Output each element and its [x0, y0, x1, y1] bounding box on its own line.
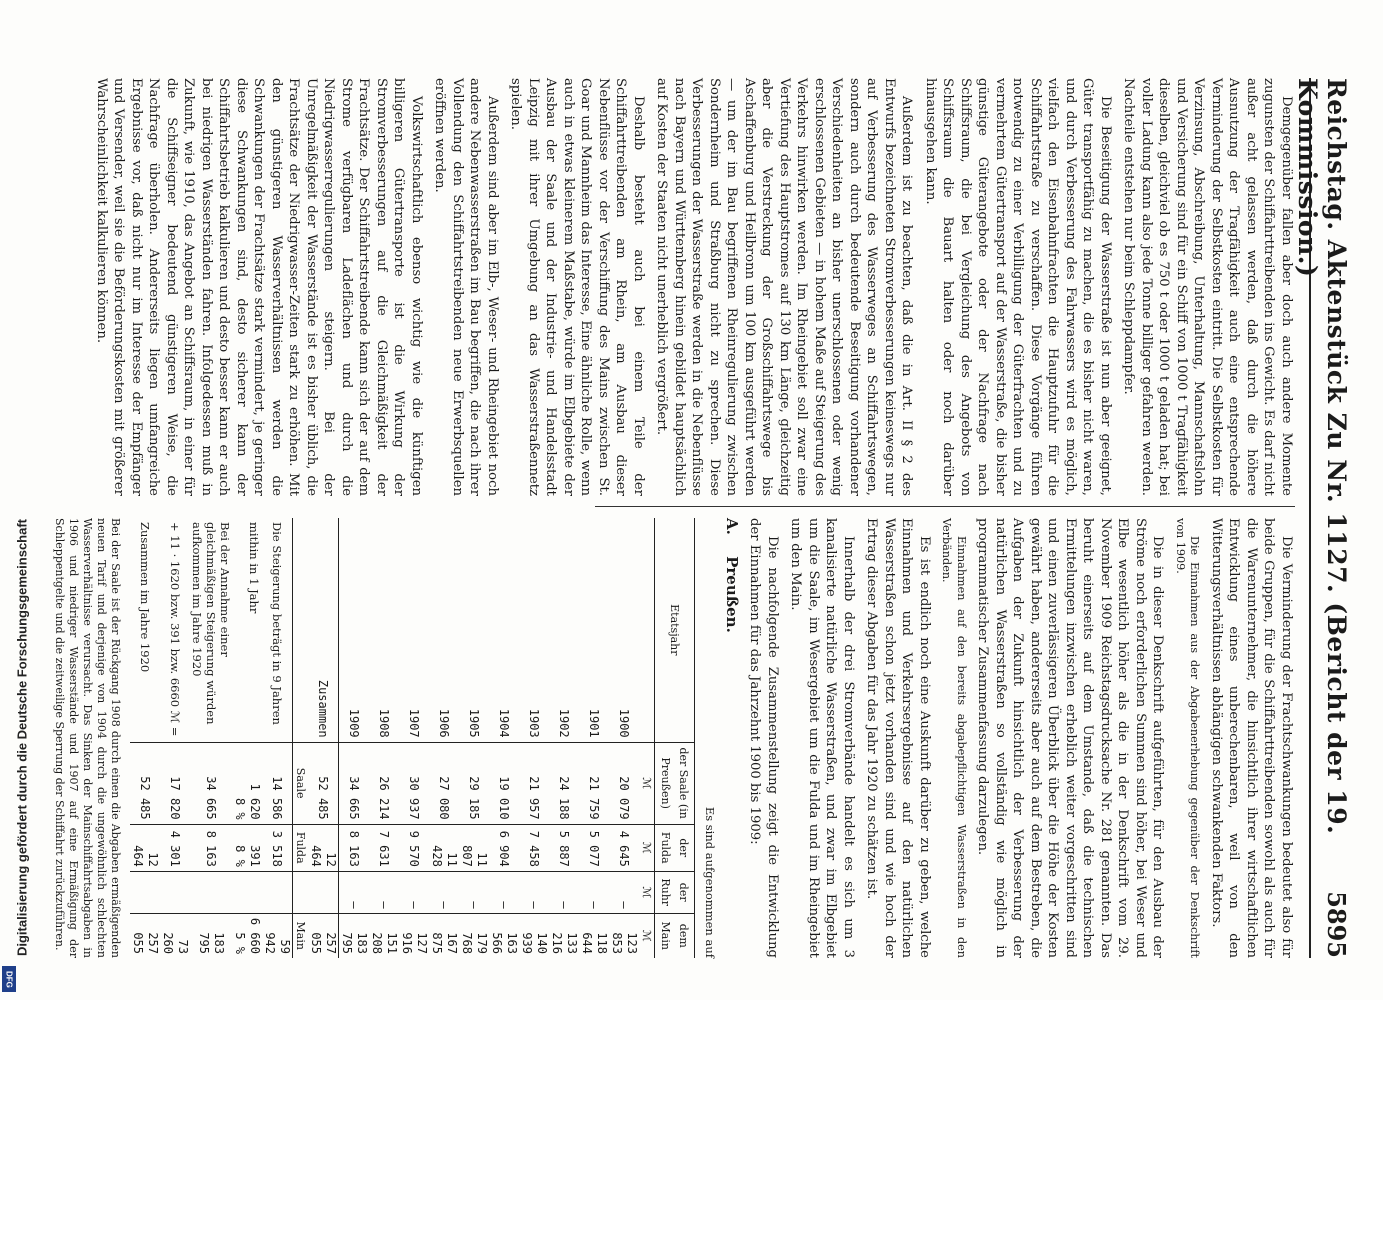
- table-body: [130, 518, 655, 958]
- calculation-row: [262, 518, 293, 958]
- unit-cell: ℳ: [639, 913, 655, 958]
- calculation-value: 14 586: [262, 742, 293, 824]
- year-cell: 1905: [467, 708, 482, 738]
- paragraph: Die in dieser Denkschrift aufgeführten, für den Ausbau der Ströme noch erforderlichen Summen sind höher, bei Weser und Elbe wesentlich höher als die in der Denkschrift vom 29. November 1909 Reichstagsdrucksache Nr. 281 genannten. Das beruht einerseits auf dem Umstande, daß die technischen Ermittelungen inzwischen erheblich weiter vorgeschritten sind und einen zuverlässigeren Überblick über die Höhe der Kosten gewährt haben, andererseits aber auch auf dem Bestreben, die Aufgaben der Zukunft hinsichtlich der Verbesserung der natürlichen Wasserstraßen so vollständig wie möglich in programmatischer Zusammenfassung darzulegen.: [975, 518, 1166, 958]
- calculation-value: 6 660: [247, 913, 262, 958]
- calculation-value: [232, 871, 247, 913]
- calculation-value: 8 %: [232, 824, 247, 871]
- unit-cell: ℳ: [639, 742, 655, 824]
- calculation-label: Die Steigerung beträgt in 9 Jahren: [270, 522, 284, 725]
- calculation-value: 73 260: [160, 913, 190, 958]
- calculation-value: 17 820: [160, 742, 190, 824]
- calculation-value: 8 163: [190, 824, 232, 871]
- value-cell: 26 214: [369, 742, 399, 824]
- value-cell: 27 080: [429, 742, 459, 824]
- unit-cell: [639, 518, 655, 742]
- year-cell: 1906: [437, 708, 452, 738]
- funding-note: Digitalisierung gefördert durch die Deutsche Forschungsgemeinschaft: [14, 518, 30, 957]
- value-cell: —: [429, 871, 459, 913]
- paragraph: Außerdem sind aber im Elb-, Weser- und Rheingebiet noch andere Nebenwasserstraßen im Bau begriffen, die nach ihrer Vollendung den Schiffahrtstreibenden neue Erwerbsquellen eröffnen werden.: [432, 78, 500, 496]
- section-title: Preußen.: [723, 556, 741, 633]
- paragraph: Die nachfolgende Zusammenstellung zeigt die Entwicklung der Einnahmen für das Jahrzehnt 1900 bis 1909:: [747, 518, 780, 958]
- name-cell: Fulda: [293, 824, 309, 871]
- value-cell: 21 957: [519, 742, 549, 824]
- column-header: der Fulda: [655, 824, 695, 871]
- value-cell: 21 759: [579, 742, 609, 824]
- year-cell: 1901: [587, 708, 602, 738]
- value-cell: 133 216: [549, 913, 579, 958]
- calculation-value: [262, 871, 293, 913]
- paragraph: Deshalb besteht auch bei einem Teile der Schiffahrttreibenden am Rhein, am Ausbau dieser Nebenflüsse vor der Verschiffung des Mains zwischen St. Goar und Mannheim das Interesse, Eine ähnliche Rolle, wenn auch in etwas kleinerem Maßstabe, würde im Elbgebiete der Ausbau der Saale und der Industrie- und Handelsstadt Leipzig mit ihrer Umgebung an das Wasserstraßennetz spielen.: [508, 78, 646, 496]
- paragraph: Die Verminderung der Frachtschwankungen bedeutet also für beide Gruppen, für die Schiffahrttreibenden sowohl als auch für die Warenunternehmer, die hinsichtlich ihrer wirtschaftlichen Entwicklung eines unberechenbaren, weil von den Witterungsverhältnissen abhängigen schwankenden Faktors.: [1209, 518, 1294, 958]
- calculation-value: 5 %: [232, 913, 247, 958]
- name-cell: [293, 871, 309, 913]
- value-cell: 167 875: [429, 913, 459, 958]
- table-row: [429, 518, 459, 958]
- calculation-value: 8 %: [232, 742, 247, 824]
- calculation-row: [247, 518, 262, 958]
- dfg-logo: DFG: [2, 966, 16, 992]
- value-cell: —: [519, 871, 549, 913]
- calculation-label: mithin in 1 Jahr: [247, 522, 262, 614]
- column-header: der Saale (in Preußen): [655, 742, 695, 824]
- totals-row: [308, 518, 339, 958]
- calculation-row: [232, 518, 247, 958]
- calculation-value: 59 942: [262, 913, 293, 958]
- total-cell: 257 055: [308, 913, 339, 958]
- value-cell: 11 807: [459, 824, 489, 871]
- total-cell: 12 464: [308, 824, 339, 871]
- page-number: 5895: [1322, 891, 1351, 958]
- name-cell: Main: [293, 913, 309, 958]
- value-cell: 183 795: [339, 913, 370, 958]
- section-letter: A.: [723, 518, 741, 535]
- unit-cell: ℳ: [639, 871, 655, 913]
- section-heading: [723, 518, 741, 958]
- column-header: dem Main: [655, 913, 695, 958]
- calculation-value: 1 620: [247, 742, 262, 824]
- value-cell: —: [579, 871, 609, 913]
- total-cell: 52 485: [308, 742, 339, 824]
- value-cell: 123 853: [609, 913, 639, 958]
- value-cell: 9 570: [399, 824, 429, 871]
- name-cell: Saale: [293, 742, 309, 824]
- page-title: Reichstag. Aktenstück Zu Nr. 1127. (Bericht der 19. Kommission.): [1293, 78, 1351, 835]
- calculation-value: 391: [247, 824, 262, 871]
- calculation-label: Bei der Annahme einer gleichmäßigen Steigerung würden aufkommen im Jahre 1920: [190, 522, 232, 725]
- paragraph: Demgegenüber fallen aber doch auch andere Momente zugunsten der Schiffahrttreibenden ins Gewicht. Es darf nicht außer acht gelassen werden, daß durch die höhere Ausnutzung der Tragfähigkeit auch eine entsprechende Verminderung der Selbstkosten eintritt. Die Selbstkosten für Verzinsung, Abschreibung, Unterhaltung, Mannschaftslohn und Versicherung sind für ein Schiff von 1000 t Tragfähigkeit dieselben, gleichviel ob es 750 t oder 1000 t geladen hat; bei voller Ladung kann also jede Tonne billiger gefahren werden. Nachteile entstehen nur beim Schleppdampfer.: [1121, 78, 1294, 496]
- value-cell: 140 939: [519, 913, 549, 958]
- calculation-value: 52 485: [130, 742, 160, 824]
- calculation-value: [190, 871, 232, 913]
- value-cell: —: [459, 871, 489, 913]
- value-cell: 5 887: [549, 824, 579, 871]
- value-cell: —: [489, 871, 519, 913]
- calculation-value: 12 464: [130, 824, 160, 871]
- paragraph: Es ist endlich noch eine Auskunft darüber zu geben, welche Einnahmen und Verkehrsergebnisse auf den natürlichen Wasserstraßen schon jetzt vorhanden sind und wie hoch der Ertrag dieser Abgaben für das Jahr 1920 zu schätzen ist.: [864, 518, 932, 958]
- table-row: [489, 518, 519, 958]
- right-column: [52, 518, 1295, 958]
- calculation-value: [130, 871, 160, 913]
- page-header: [1293, 78, 1351, 958]
- unit-cell: ℳ: [639, 824, 655, 871]
- column-header: der Ruhr: [655, 871, 695, 913]
- table-footnote: Bei der Saale ist der Rückgang 1908 durch einen die Abgaben ermäßigenden neuen Tarif und derjenige von 1904 durch die ungewöhnlich schlechten Wasserverhältnisse verursacht. Das Sinken der Mainschiffahrtsabgaben in 1906 und niedriger Wasserstände und 1907 auf eine Ermäßigung der Schleppentgelte und die zeitweilige Sperrung der Schiffahrt zurückzuführen.: [53, 518, 122, 958]
- value-cell: 29 185: [459, 742, 489, 824]
- calculation-row: [160, 518, 190, 958]
- total-cell: [308, 871, 339, 913]
- value-cell: —: [399, 871, 429, 913]
- value-cell: 19 010: [489, 742, 519, 824]
- calculation-value: 183 795: [190, 913, 232, 958]
- table-row: [609, 518, 639, 958]
- value-cell: 151 208: [369, 913, 399, 958]
- left-column: [87, 78, 1296, 496]
- totals-label: Zusammen: [308, 518, 339, 742]
- year-cell: 1903: [527, 708, 542, 738]
- value-cell: 20 079: [609, 742, 639, 824]
- calculation-value: 4 301: [160, 824, 190, 871]
- value-cell: 179 768: [459, 913, 489, 958]
- value-cell: 30 937: [399, 742, 429, 824]
- subheading: Die Einnahmen aus der Abgabenerhebung gegenüber der Denkschrift von 1909.: [1174, 518, 1202, 958]
- right-column-text: [746, 518, 1295, 958]
- value-cell: —: [339, 871, 370, 913]
- value-cell: 8 163: [339, 824, 370, 871]
- table-row: [369, 518, 399, 958]
- value-cell: 34 665: [339, 742, 370, 824]
- table-row: [399, 518, 429, 958]
- value-cell: 11 428: [429, 824, 459, 871]
- calculation-label: [232, 518, 247, 742]
- year-cell: 1900: [617, 708, 632, 738]
- paragraph: Außerdem ist zu beachten, daß die in Art. II § 2 des Entwurfs bezeichneten Stromverbesserungen keineswegs nur auf Verbesserung des Wasserweges an Schiffahrtswegen, sondern auch durch bedeutende Beseitigung vorhandener Verschiedenheiten an bisher unerschlossenen oder wenig erschlossenen Gebieten — in hohem Maße auf Steigerung des Verkehrs hinwirken werden. Im Rheingebiet soll zwar eine Vertiefung des Hauptstromes auf 130 km Länge, gleichzeitig aber die Verstreckung der Großschiffahrtswege bis Aschaffenburg und Heilbronn um 100 km ausgeführt werden — um der im Bau begriffenen Rheinregulierung zwischen Sondernheim und Straßburg nicht zu sprechen. Diese Verbesserungen der Wasserstraße werden in die Nebenflüsse nach Bayern und Württemberg hinein gebildet hauptsächlich auf Kosten der Staaten nicht unerheblich vergrößert.: [654, 78, 915, 496]
- value-cell: 24 188: [549, 742, 579, 824]
- table-header-row: [655, 518, 695, 958]
- table-row: [339, 518, 370, 958]
- revenue-table: [130, 518, 695, 958]
- value-cell: 163 566: [489, 913, 519, 958]
- value-cell: —: [369, 871, 399, 913]
- year-cell: 1908: [377, 708, 392, 738]
- calculation-value: [247, 871, 262, 913]
- calculation-row: [190, 518, 232, 958]
- calculation-value: [160, 871, 190, 913]
- calculation-value: 257 055: [130, 913, 160, 958]
- paragraph: Volkswirtschaftlich ebenso wichtig wie die künftigen billigeren Gütertransporte ist die Wirkung der Stromverbesserungen auf die Gleichmäßigkeit der Frachtsätze. Der Schiffahrtstreibende kann sich der auf dem Strome verfügbaren Ladeflächen und durch die Niedrigwasserregulierungen steigern. Bei der Unregelmäßigkeit der Wasserstände ist es bisher üblich, die Frachtsätze der Niedrigwasser-Zeiten stark zu erhöhen. Mit den günstigeren Wasserverhältnissen werden die Schwankungen der Frachtsätze stark vermindert, je geringer diese Schwankungen sind, desto sicherer kann der Schiffahrtsbetrieb kalkulieren und desto besser kann er auch bei niedrigen Wasserständen fahren. Infolgedessen muß in Zukunft, wie 1910, das Angebot an Schiffsraum, in einer für die Schiffseigner bedeutend günstigeren Weise, die Nachfrage überholen. Andererseits liegen umfangreiche Ergebnisse vor, daß nicht nur im Interesse der Empfänger und Versender, weil sie die Beförderungskosten mit größerer Wahrscheinlichkeit kalkulieren können.: [94, 78, 424, 496]
- subheading: Einnahmen auf den bereits abgabepflichtigen Wasserstraßen in den Verbänden.: [940, 518, 968, 958]
- paragraph: Die Beseitigung der Wasserstraße ist nun aber geeignet, Güter transportfähig zu machen, die es bisher nicht waren, und durch Verbesserung des Fahrwassers wird es möglich, vielfach den Eisenbahnfrachten die Hauptzufuhr für die Schiffahrtstraße zu verschaffen. Diese Vorgänge führen notwendig zu einer Verbilligung der Güterfrachten und zu vermehrtem Gütertransport auf der Wasserstraße, die bisher günstige Güterangebote oder der Nachfrage nach Schiffsraum, die bei Vergleichung des Angebots von Schiffsraum die Bauart halten oder noch darüber hinausgehen kann.: [923, 78, 1113, 496]
- column-divider: [595, 506, 1295, 507]
- value-cell: 7 631: [369, 824, 399, 871]
- value-cell: —: [549, 871, 579, 913]
- table-row: [549, 518, 579, 958]
- paragraph: Innerhalb der drei Stromverbände handelt es sich um 3 kanalisierte natürliche Wasserstraßen, und zwar im Elbgebiet um die Saale, im Wesergebiet um die Fulda und im Rheingebiet um den Main.: [788, 518, 856, 958]
- table-row: [519, 518, 549, 958]
- units-row: [639, 518, 655, 958]
- value-cell: 7 458: [519, 824, 549, 871]
- names-row: [293, 518, 309, 958]
- year-cell: 1907: [407, 708, 422, 738]
- calculation-label: + 11 · 1620 bzw. 391 bzw. 6660 ℳ =: [168, 522, 182, 737]
- value-cell: 118 644: [579, 913, 609, 958]
- value-cell: —: [609, 871, 639, 913]
- value-cell: 127 916: [399, 913, 429, 958]
- calculation-value: 3 518: [262, 824, 293, 871]
- year-cell: 1904: [497, 708, 512, 738]
- name-cell: [293, 518, 309, 742]
- calculation-value: 34 665: [190, 742, 232, 824]
- table-row: [579, 518, 609, 958]
- value-cell: 4 645: [609, 824, 639, 871]
- table-row: [459, 518, 489, 958]
- column-header: Etatsjahr: [655, 518, 695, 742]
- year-cell: 1902: [557, 708, 572, 738]
- calculation-label: Zusammen im Jahre 1920: [138, 522, 152, 673]
- value-cell: 5 077: [579, 824, 609, 871]
- calculation-row: [130, 518, 160, 958]
- value-cell: 6 904: [489, 824, 519, 871]
- table-intro: Es sind aufgenommen auf: [703, 806, 718, 958]
- year-cell: 1909: [347, 708, 362, 738]
